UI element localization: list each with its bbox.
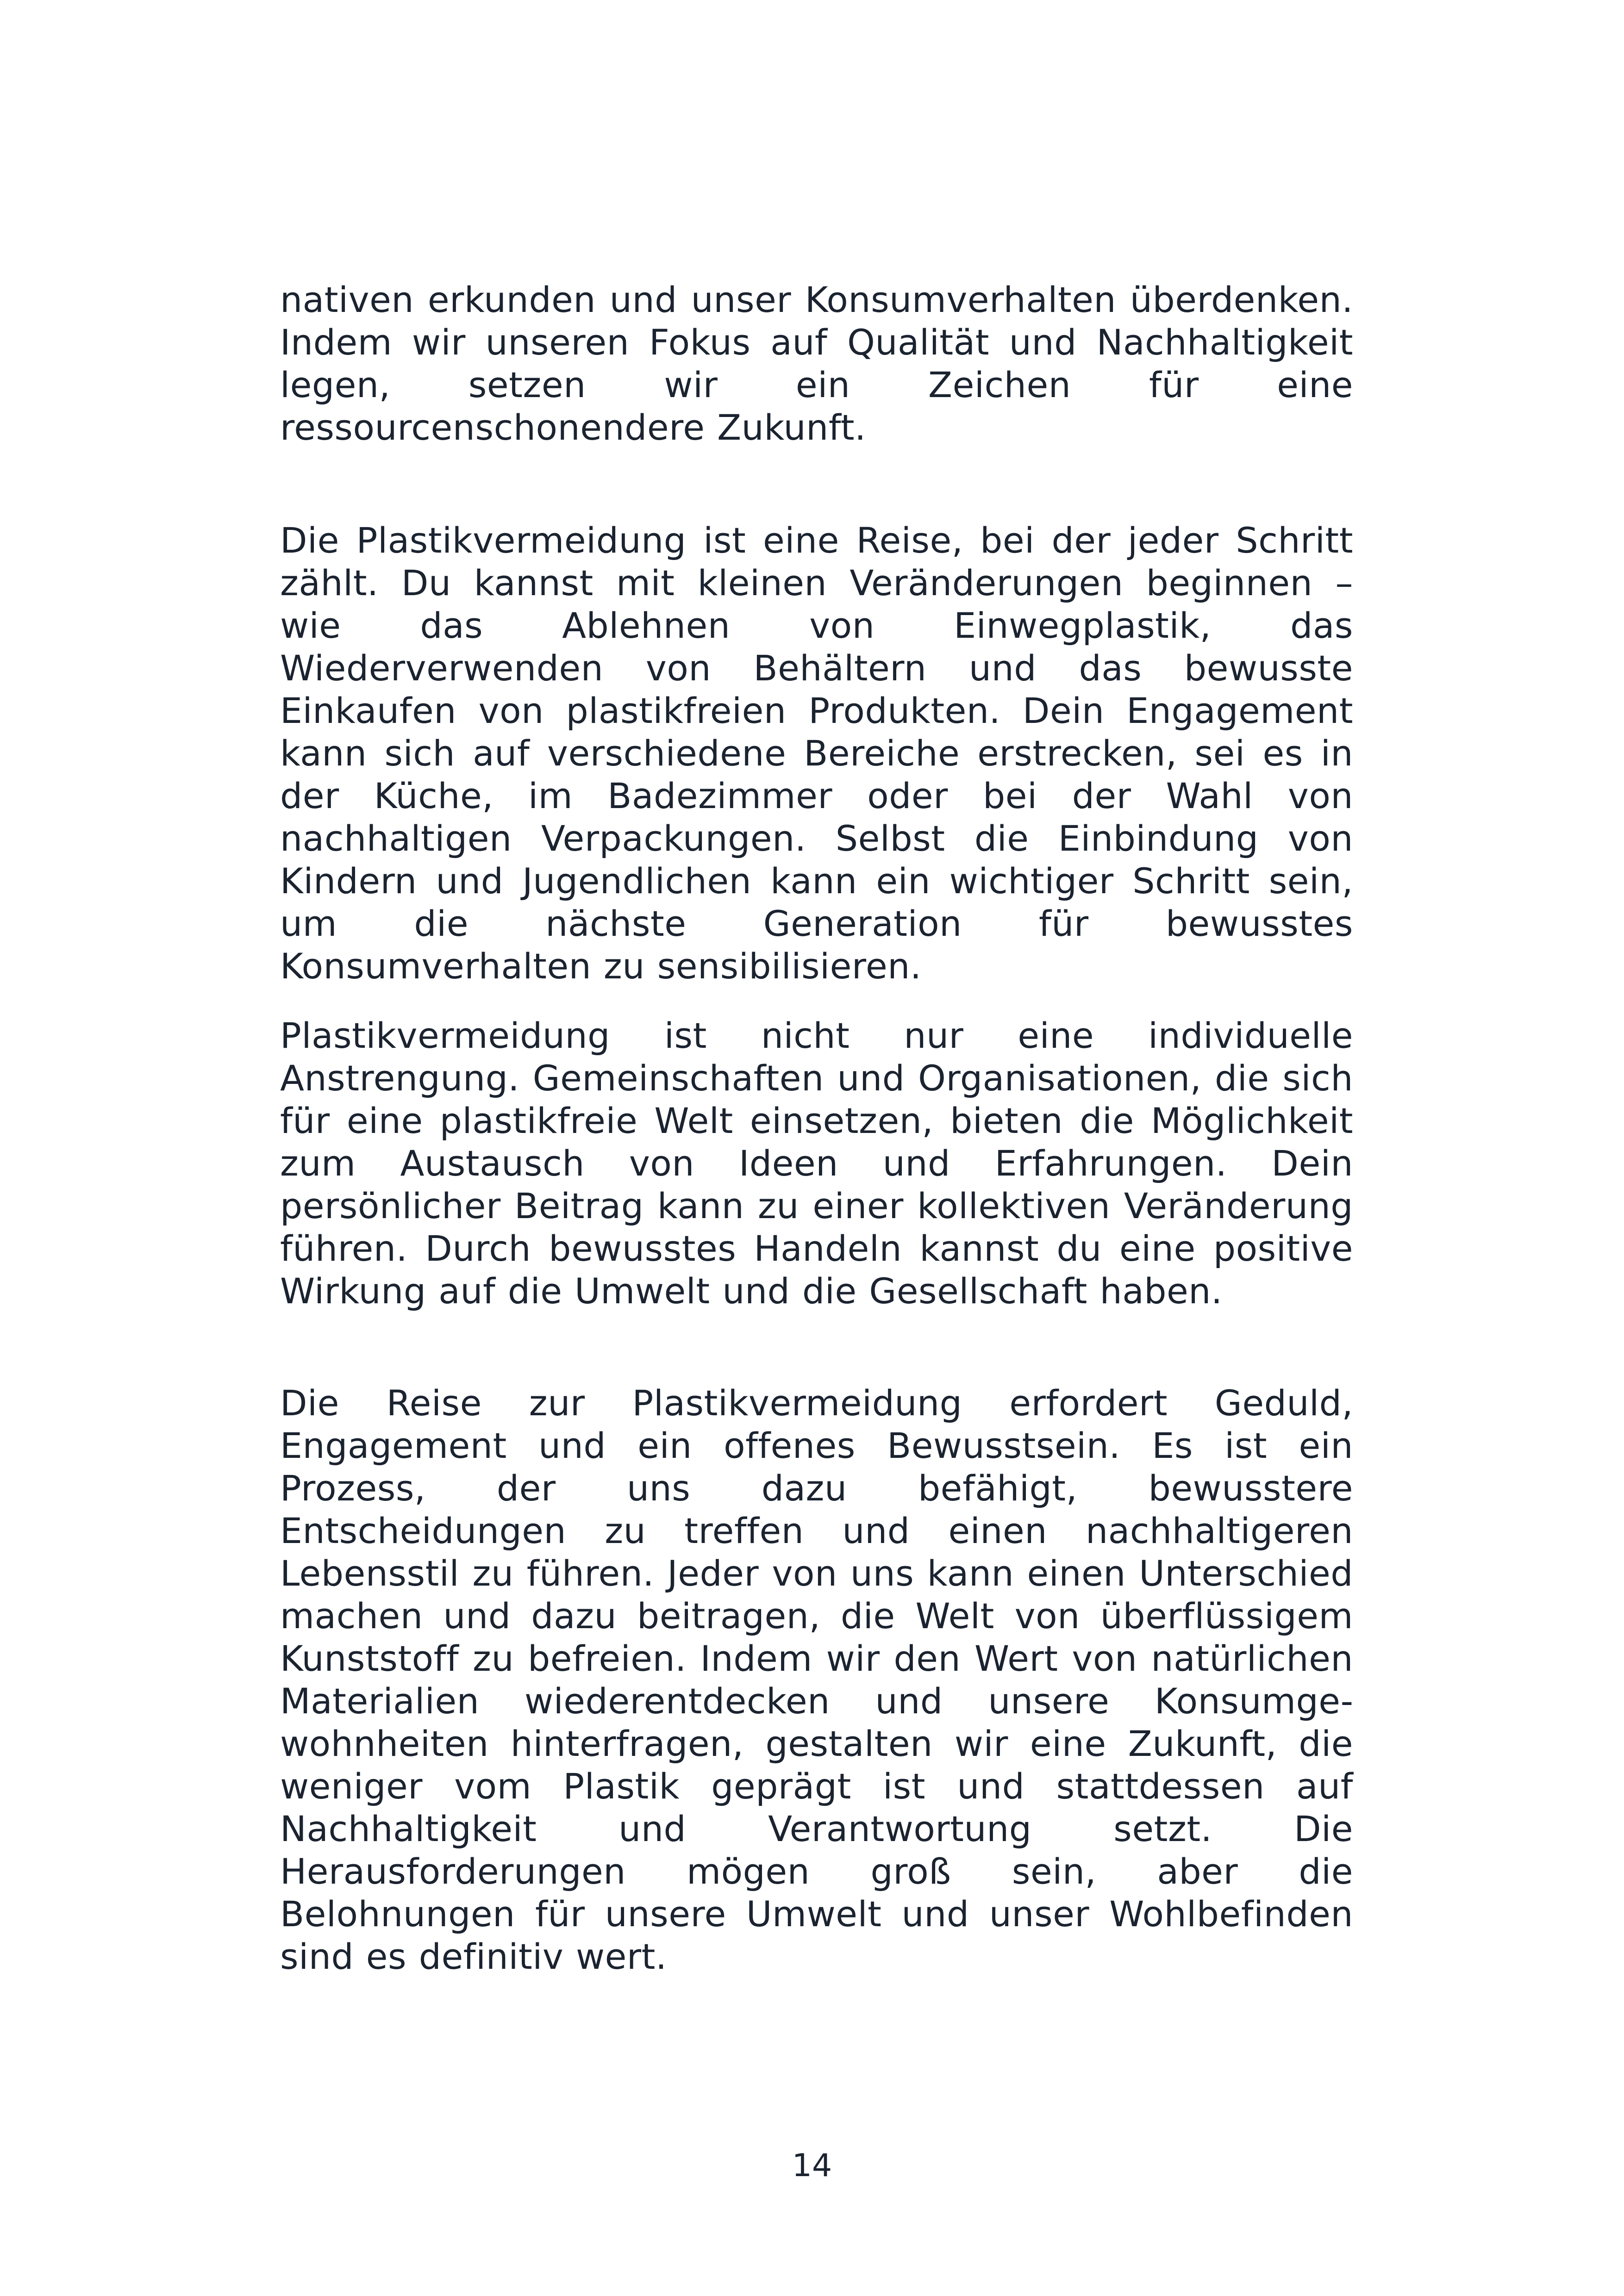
page-number: 14 [792,2147,832,2184]
paragraph: Die Reise zur Plastikvermeidung erfordert Geduld, Engagement und ein offenes Bewusstsein. Es ist ein Prozess, der uns dazu befähigt, bewusstere Entscheidungen zu treffen und einen nachhaltigeren Lebensstil zu führen. Jeder von uns kann einen Unterschied machen und dazu beitragen, die Welt von überflüssigem Kunststoff zu befreien. Indem wir den Wert von natürlichen Materialien wiederentdecken und unsere Konsumgewohnheiten hinterfragen, gestalten wir eine Zukunft, die weniger vom Plastik geprägt ist und stattdessen auf Nachhaltigkeit und Verantwortung setzt. Die Herausforderungen mögen groß sein, aber die Belohnungen für unsere Umwelt und unser Wohlbefinden sind es definitiv wert. [280,1382,1353,1977]
paragraph: Die Plastikvermeidung ist eine Reise, bei der jeder Schritt zählt. Du kannst mit kleinen Veränderungen beginnen – wie das Ablehnen von Einwegplastik, das Wiederverwenden von Behältern und das bewusste Einkaufen von plastikfreien Produkten. Dein Engagement kann sich auf verschiedene Bereiche erstrecken, sei es in der Küche, im Badezimmer oder bei der Wahl von nachhaltigen Verpackungen. Selbst die Einbindung von Kindern und Jugendlichen kann ein wichtiger Schritt sein, um die nächste Generation für bewusstes Konsumverhalten zu sensibilisieren. [280,520,1353,987]
paragraph: nativen erkunden und unser Konsumverhalten überdenken. Indem wir unseren Fokus auf Qualität und Nachhaltigkeit legen, setzen wir ein Zeichen für eine ressourcenschonendere Zukunft. [280,279,1353,448]
paragraph: Plastikvermeidung ist nicht nur eine individuelle Anstrengung. Gemeinschaften und Organisationen, die sich für eine plastikfreie Welt einsetzen, bieten die Möglichkeit zum Austausch von Ideen und Erfahrungen. Dein persönlicher Beitrag kann zu einer kollektiven Veränderung führen. Durch bewusstes Handeln kannst du eine positive Wirkung auf die Umwelt und die Gesellschaft haben. [280,1015,1353,1312]
